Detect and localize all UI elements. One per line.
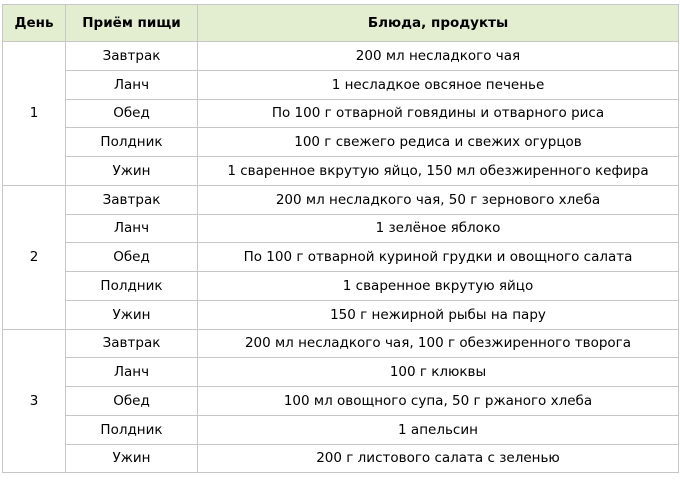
meal-cell: Ланч	[66, 70, 198, 99]
food-cell: 200 мл несладкого чая, 100 г обезжиренного творога	[198, 329, 679, 358]
meal-cell: Полдник	[66, 128, 198, 157]
food-cell: 1 апельсин	[198, 415, 679, 444]
meal-cell: Ланч	[66, 214, 198, 243]
meal-cell: Обед	[66, 99, 198, 128]
header-meal: Приём пищи	[66, 5, 198, 42]
diet-table	[2, 4, 679, 473]
header-row	[3, 5, 679, 42]
meal-cell: Ужин	[66, 157, 198, 186]
table-row	[3, 128, 679, 157]
table-row	[3, 387, 679, 416]
meal-cell: Ланч	[66, 358, 198, 387]
food-cell: 1 сваренное вкрутую яйцо, 150 мл обезжиренного кефира	[198, 157, 679, 186]
food-cell: 100 г свежего редиса и свежих огурцов	[198, 128, 679, 157]
table-row	[3, 42, 679, 71]
food-cell: 1 сваренное вкрутую яйцо	[198, 272, 679, 301]
day-number: 1	[3, 42, 66, 186]
table-row	[3, 444, 679, 473]
food-cell: 100 г клюквы	[198, 358, 679, 387]
food-cell: По 100 г отварной куриной грудки и овощного салата	[198, 243, 679, 272]
meal-cell: Ужин	[66, 444, 198, 473]
food-cell: 200 мл несладкого чая, 50 г зернового хлеба	[198, 185, 679, 214]
table-row	[3, 300, 679, 329]
table-row	[3, 99, 679, 128]
food-cell: 200 мл несладкого чая	[198, 42, 679, 71]
table-row	[3, 214, 679, 243]
meal-cell: Завтрак	[66, 42, 198, 71]
food-cell: 200 г листового салата с зеленью	[198, 444, 679, 473]
day-number: 2	[3, 185, 66, 329]
food-cell: 1 несладкое овсяное печенье	[198, 70, 679, 99]
meal-cell: Обед	[66, 243, 198, 272]
food-cell: 150 г нежирной рыбы на пару	[198, 300, 679, 329]
table-row	[3, 415, 679, 444]
table-row	[3, 157, 679, 186]
meal-cell: Завтрак	[66, 329, 198, 358]
food-cell: 100 мл овощного супа, 50 г ржаного хлеба	[198, 387, 679, 416]
table-row	[3, 358, 679, 387]
food-cell: По 100 г отварной говядины и отварного риса	[198, 99, 679, 128]
table-row	[3, 185, 679, 214]
table-row	[3, 70, 679, 99]
table-row	[3, 243, 679, 272]
day-number: 3	[3, 329, 66, 473]
table-row	[3, 272, 679, 301]
meal-cell: Полдник	[66, 415, 198, 444]
meal-cell: Полдник	[66, 272, 198, 301]
meal-cell: Ужин	[66, 300, 198, 329]
meal-cell: Завтрак	[66, 185, 198, 214]
header-day: День	[3, 5, 66, 42]
table-row	[3, 329, 679, 358]
meal-cell: Обед	[66, 387, 198, 416]
food-cell: 1 зелёное яблоко	[198, 214, 679, 243]
header-food: Блюда, продукты	[198, 5, 679, 42]
